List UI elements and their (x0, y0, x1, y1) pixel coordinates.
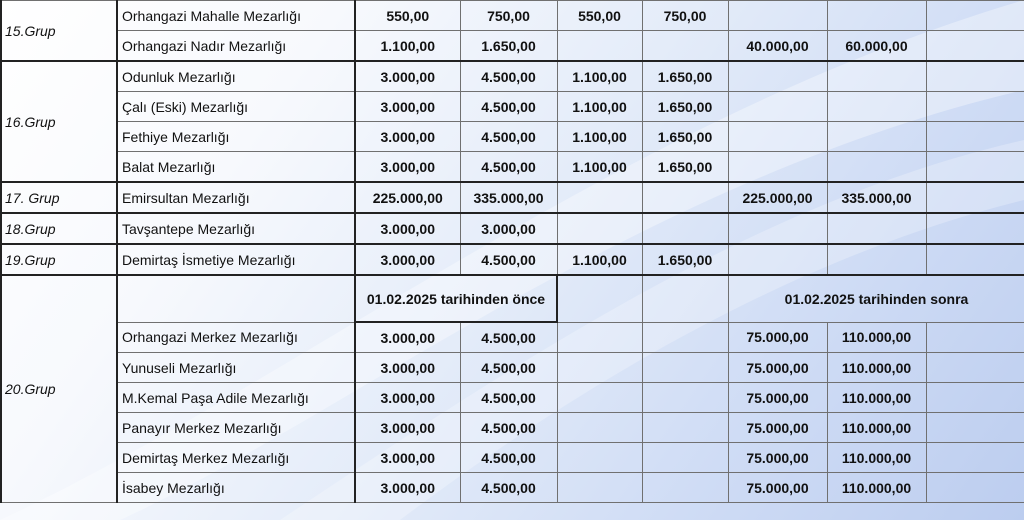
fee-value: 1.650,00 (642, 92, 728, 122)
cemetery-name: Emirsultan Mezarlığı (117, 182, 355, 213)
fee-value (926, 61, 1024, 92)
fee-value (926, 152, 1024, 183)
cemetery-name-empty (117, 275, 355, 322)
fee-value: 1.100,00 (557, 122, 642, 152)
fee-value (926, 322, 1024, 353)
fee-value: 1.650,00 (642, 122, 728, 152)
fee-value (557, 413, 642, 443)
fee-value: 3.000,00 (355, 443, 460, 473)
group-label: 17. Grup (1, 182, 117, 213)
fee-value (642, 473, 728, 503)
fee-value: 3.000,00 (355, 122, 460, 152)
fee-value: 110.000,00 (827, 353, 926, 383)
fee-value: 3.000,00 (355, 473, 460, 503)
fee-value: 3.000,00 (355, 244, 460, 275)
fee-value: 4.500,00 (460, 413, 557, 443)
group-label: 16.Grup (1, 61, 117, 182)
cemetery-name: İsabey Mezarlığı (117, 473, 355, 503)
cemetery-name: Çalı (Eski) Mezarlığı (117, 92, 355, 122)
table-row (1, 122, 1024, 152)
fee-value (926, 31, 1024, 62)
cemetery-name: Demirtaş Merkez Mezarlığı (117, 443, 355, 473)
table-row (1, 443, 1024, 473)
fee-value: 3.000,00 (355, 61, 460, 92)
fee-value (557, 322, 642, 353)
cemetery-name: Panayır Merkez Mezarlığı (117, 413, 355, 443)
fee-value (728, 152, 827, 183)
table-row (1, 182, 1024, 213)
fee-value: 4.500,00 (460, 383, 557, 413)
fee-value (642, 213, 728, 244)
fee-value: 225.000,00 (728, 182, 827, 213)
fee-value (642, 31, 728, 62)
fee-value: 3.000,00 (355, 213, 460, 244)
fee-value (557, 31, 642, 62)
fee-value: 4.500,00 (460, 322, 557, 353)
table-row (1, 31, 1024, 62)
fee-value (557, 443, 642, 473)
fee-value: 1.100,00 (355, 31, 460, 62)
cemetery-name: Balat Mezarlığı (117, 152, 355, 183)
fee-value: 1.100,00 (557, 244, 642, 275)
fee-value (642, 322, 728, 353)
fee-value: 1.650,00 (460, 31, 557, 62)
fee-value: 110.000,00 (827, 473, 926, 503)
fee-value (926, 182, 1024, 213)
fee-value (728, 122, 827, 152)
fee-value: 4.500,00 (460, 473, 557, 503)
fee-value: 3.000,00 (355, 383, 460, 413)
fee-value: 75.000,00 (728, 413, 827, 443)
fee-value: 110.000,00 (827, 443, 926, 473)
fee-value (642, 353, 728, 383)
fee-value: 1.650,00 (642, 244, 728, 275)
fee-value: 4.500,00 (460, 61, 557, 92)
fee-value (557, 473, 642, 503)
cemetery-name: Odunluk Mezarlığı (117, 61, 355, 92)
fee-value (642, 443, 728, 473)
fee-value: 4.500,00 (460, 443, 557, 473)
fee-value: 550,00 (557, 1, 642, 31)
group-label: 18.Grup (1, 213, 117, 244)
empty-cell (642, 275, 728, 322)
table-row (1, 61, 1024, 92)
fee-value (557, 383, 642, 413)
fee-value (642, 413, 728, 443)
cemetery-name: Demirtaş İsmetiye Mezarlığı (117, 244, 355, 275)
fee-value (557, 353, 642, 383)
fee-value: 1.650,00 (642, 152, 728, 183)
fee-value (926, 92, 1024, 122)
table-row (1, 92, 1024, 122)
notice-after-date: 01.02.2025 tarihinden sonra (728, 275, 1024, 322)
fee-value: 750,00 (642, 1, 728, 31)
fee-value (827, 1, 926, 31)
fee-value: 550,00 (355, 1, 460, 31)
fee-value (926, 443, 1024, 473)
fee-value (728, 244, 827, 275)
table-row (1, 275, 1024, 322)
table-row (1, 322, 1024, 353)
cemetery-name: Orhangazi Merkez Mezarlığı (117, 322, 355, 353)
fee-value: 3.000,00 (355, 353, 460, 383)
fee-value (827, 152, 926, 183)
cemetery-name: Orhangazi Mahalle Mezarlığı (117, 1, 355, 31)
table-row (1, 213, 1024, 244)
fee-value (926, 244, 1024, 275)
fee-value: 3.000,00 (355, 92, 460, 122)
fee-value: 3.000,00 (355, 322, 460, 353)
fee-value: 1.100,00 (557, 152, 642, 183)
fee-value: 4.500,00 (460, 92, 557, 122)
fee-value: 4.500,00 (460, 353, 557, 383)
fee-value (728, 1, 827, 31)
fee-value (926, 213, 1024, 244)
group-label: 20.Grup (1, 275, 117, 503)
fee-value: 3.000,00 (355, 152, 460, 183)
fee-value: 3.000,00 (355, 413, 460, 443)
fee-value: 1.650,00 (642, 61, 728, 92)
group-label: 15.Grup (1, 1, 117, 62)
cemetery-name: Tavşantepe Mezarlığı (117, 213, 355, 244)
fee-value: 75.000,00 (728, 353, 827, 383)
fee-value (926, 413, 1024, 443)
fee-value: 750,00 (460, 1, 557, 31)
table-row (1, 244, 1024, 275)
fee-value: 40.000,00 (728, 31, 827, 62)
fee-value: 110.000,00 (827, 322, 926, 353)
fee-value (926, 353, 1024, 383)
fee-value: 1.100,00 (557, 61, 642, 92)
fee-value: 4.500,00 (460, 122, 557, 152)
fee-value: 3.000,00 (460, 213, 557, 244)
table-row (1, 1, 1024, 31)
fee-value: 75.000,00 (728, 383, 827, 413)
fee-value: 335.000,00 (460, 182, 557, 213)
fee-value (827, 92, 926, 122)
cemetery-name: Orhangazi Nadır Mezarlığı (117, 31, 355, 62)
table-row (1, 413, 1024, 443)
group-label: 19.Grup (1, 244, 117, 275)
fee-value: 75.000,00 (728, 443, 827, 473)
empty-cell (557, 275, 642, 322)
fee-value (827, 61, 926, 92)
fee-value (557, 182, 642, 213)
cemetery-name: Yunuseli Mezarlığı (117, 353, 355, 383)
fee-value: 60.000,00 (827, 31, 926, 62)
fee-value (926, 473, 1024, 503)
fee-value: 110.000,00 (827, 413, 926, 443)
table-row (1, 383, 1024, 413)
notice-before-date: 01.02.2025 tarihinden önce (355, 275, 557, 322)
fee-value (557, 213, 642, 244)
fee-value (827, 122, 926, 152)
fee-value: 110.000,00 (827, 383, 926, 413)
fee-value (642, 182, 728, 213)
fee-value: 4.500,00 (460, 152, 557, 183)
table-row (1, 152, 1024, 183)
table-row (1, 473, 1024, 503)
fee-value: 75.000,00 (728, 473, 827, 503)
fee-value (827, 244, 926, 275)
cemetery-name: M.Kemal Paşa Adile Mezarlığı (117, 383, 355, 413)
fee-value (926, 122, 1024, 152)
fee-value: 75.000,00 (728, 322, 827, 353)
fee-value (728, 213, 827, 244)
fee-value (728, 92, 827, 122)
fee-value (827, 213, 926, 244)
fee-value: 225.000,00 (355, 182, 460, 213)
fee-value: 4.500,00 (460, 244, 557, 275)
table-row (1, 353, 1024, 383)
fee-value (642, 383, 728, 413)
fee-value (926, 383, 1024, 413)
cemetery-name: Fethiye Mezarlığı (117, 122, 355, 152)
fee-value: 335.000,00 (827, 182, 926, 213)
fee-value (728, 61, 827, 92)
fee-value (926, 1, 1024, 31)
fee-value: 1.100,00 (557, 92, 642, 122)
